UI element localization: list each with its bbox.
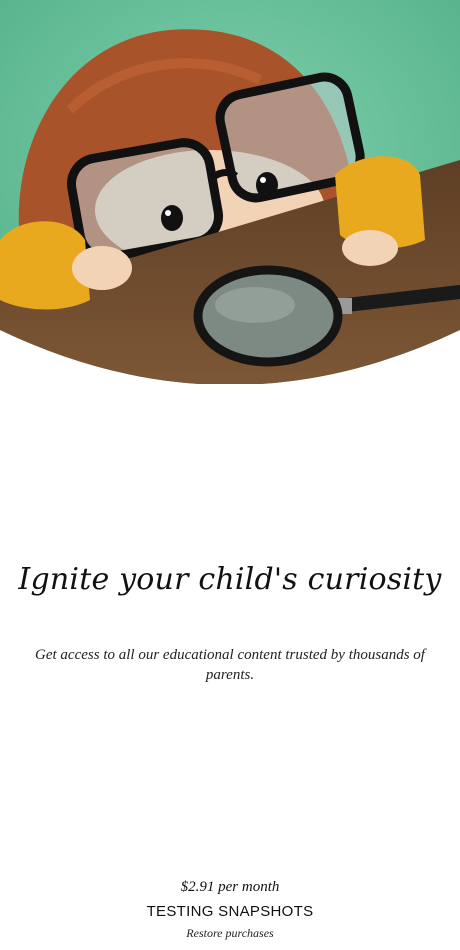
eye-left — [161, 205, 183, 231]
price-label: $2.91 per month — [180, 879, 280, 895]
eye-right — [256, 172, 278, 198]
hand-left — [72, 246, 132, 290]
hero-illustration — [0, 0, 460, 384]
headline: Ignite your child's curiosity — [18, 562, 442, 597]
subtitle: Get access to all our educational content trusted by thousands of parents. — [35, 647, 425, 683]
restore-purchases-link[interactable]: Restore purchases — [186, 926, 274, 940]
subscribe-button[interactable]: TESTING SNAPSHOTS — [120, 903, 340, 920]
hand-right — [342, 230, 398, 266]
